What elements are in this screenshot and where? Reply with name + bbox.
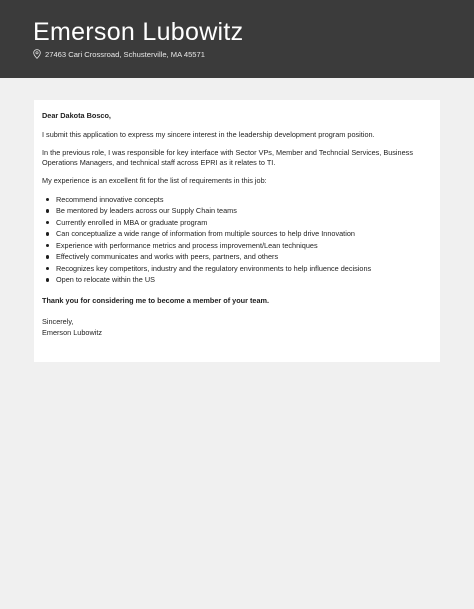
cover-letter-card — [34, 100, 440, 362]
bullet-icon — [46, 255, 49, 258]
list-item — [42, 240, 432, 252]
list-item-text: Be mentored by leaders across our Supply Chain teams — [56, 206, 237, 216]
list-item-text: Recognizes key competitors, industry and the regulatory environments to help influence decisions — [56, 263, 372, 273]
address-text: 27463 Cari Crossroad, Schusterville, MA 45571 — [45, 49, 205, 59]
list-item — [42, 274, 432, 286]
bullet-icon — [46, 244, 49, 247]
bullet-icon — [46, 209, 49, 212]
applicant-name: Emerson Lubowitz — [33, 18, 244, 46]
bullet-icon — [46, 278, 49, 281]
bullet-icon — [46, 267, 49, 270]
address-row — [33, 47, 205, 61]
bullet-icon — [46, 198, 49, 201]
list-item — [42, 217, 432, 229]
list-item-text: Currently enrolled in MBA or graduate program — [56, 217, 208, 227]
bullet-icon — [46, 232, 49, 235]
list-item — [42, 228, 432, 240]
list-item — [42, 251, 432, 263]
list-item — [42, 263, 432, 275]
experience-paragraph: In the previous role, I was responsible for key interface with Sector VPs, Member and Techncial Services, Business Operations Managers, and technical staff across EPRI as it relates to TI. — [42, 147, 413, 168]
location-pin-icon — [33, 49, 41, 59]
salutation: Dear Dakota Bosco, — [42, 111, 111, 120]
bullet-icon — [46, 221, 49, 224]
list-item-text: Open to relocate within the US — [56, 275, 155, 285]
list-item-text: Experience with performance metrics and process improvement/Lean techniques — [56, 240, 318, 250]
signature: Emerson Lubowitz — [42, 327, 103, 337]
thank-you-line: Thank you for considering me to become a member of your team. — [42, 295, 270, 305]
requirements-list — [42, 194, 432, 286]
intro-paragraph: I submit this application to express my sincere interest in the leadership development program position. — [42, 129, 375, 139]
sign-off: Sincerely, — [42, 316, 74, 326]
requirements-intro: My experience is an excellent fit for the list of requirements in this job: — [42, 176, 267, 186]
resume-header — [0, 0, 474, 78]
list-item — [42, 194, 432, 206]
list-item-text: Effectively communicates and works with peers, partners, and others — [56, 252, 279, 262]
list-item — [42, 205, 432, 217]
list-item-text: Can conceptualize a wide range of information from multiple sources to help drive Innovation — [56, 229, 355, 239]
list-item-text: Recommend innovative concepts — [56, 194, 164, 204]
